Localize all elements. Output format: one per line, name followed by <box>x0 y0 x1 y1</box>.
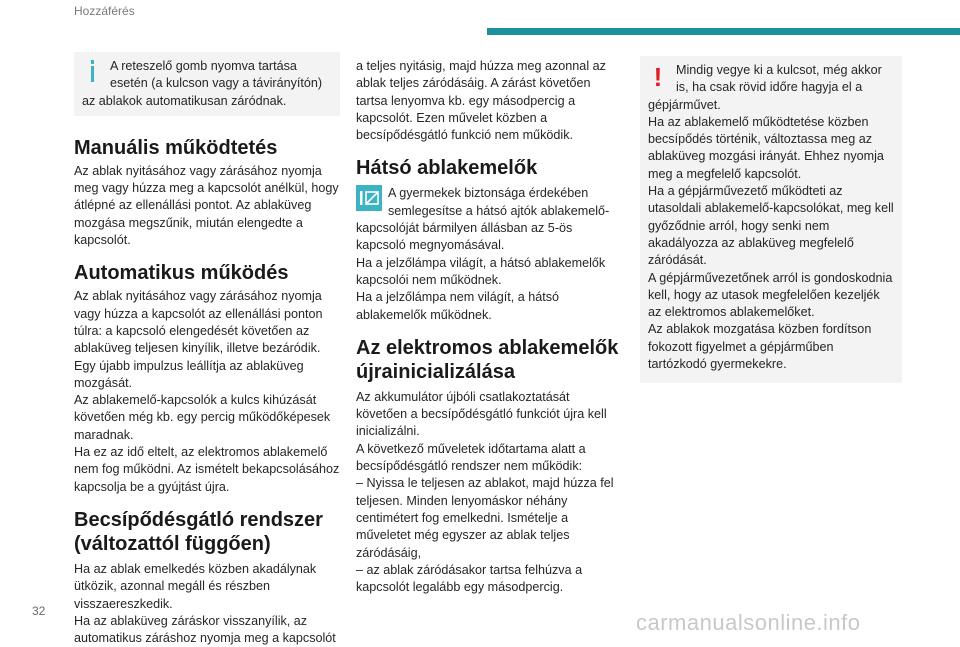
anti-pinch-text-2: Ha az ablaküveg záráskor visszanyílik, az automatikus záráshoz nyomja meg a kapcsolót <box>74 613 336 646</box>
auto-text-2: Az ablakemelő-kapcsolók a kulcs kihúzását követően még kb. egy percig működőképesek maradnak. <box>74 393 331 442</box>
rear-windows-heading: Hátsó ablakemelők <box>356 157 538 180</box>
child-lock-text: A gyermekek biztonsága érdekében semlegesítse a hátsó ajtók ablakemelő-kapcsolóját bármilyen állásban az 5-ös kapcsoló megnyomásával. <box>356 186 610 253</box>
reinit-heading: Az elektromos ablakemelők újrainicializálása <box>356 336 619 383</box>
column-2 <box>356 58 622 596</box>
reinit-text-2: A következő műveletek időtartama alatt a becsípődésgátló rendszer nem működik: <box>356 441 586 474</box>
rear-text-3: Ha a jelzőlámpa nem világít, a hátsó ablakemelők működnek. <box>356 290 560 322</box>
warning-text-5: Az ablakok mozgatása közben fordítson fokozott figyelmet a gépjárműben tartózkodó gyermekekre. <box>648 322 872 372</box>
page-number: 32 <box>32 604 46 618</box>
reinit-text-1: Az akkumulátor újbóli csatlakoztatását követően a becsípődésgátló funkciót újra kell inicializálni. <box>356 389 607 439</box>
info-icon <box>82 60 102 82</box>
info-note-box <box>74 52 340 116</box>
rear-text-2: Ha a jelzőlámpa világít, a hátsó ablakemelők kapcsolói nem működnek. <box>356 255 606 287</box>
section-label: Hozzáférés <box>74 4 135 18</box>
column-3 <box>640 56 902 383</box>
watermark: carmanualsonline.info <box>636 610 861 635</box>
anti-pinch-text-1: Ha az ablak emelkedés közben akadálynak ütközik, azonnal megáll és részben visszaereszkedik. <box>74 561 317 611</box>
warning-text-1: Mindig vegye ki a kulcsot, még akkor is, ha csak rövid időre hagyja el a gépjárművet. <box>648 63 882 112</box>
child-lock-icon <box>356 185 382 211</box>
header-accent-bar <box>487 28 960 35</box>
warning-text-3: Ha a gépjárművezető működteti az utasoldali ablakemelő-kapcsolókat, meg kell győződnie arról, hogy senki nem akadályozza az ablaküveg megfelelő záródását. <box>648 184 894 268</box>
warning-box <box>640 56 902 383</box>
warning-text-2: Ha az ablakemelő működtetése közben becsípődés történik, változtassa meg az ablaküveg mozgási irányát. Ehhez nyomja meg a megfelelő kapcsolót. <box>648 114 884 181</box>
auto-heading: Automatikus működés <box>74 262 289 285</box>
warning-text-4: A gépjárművezetőnek arról is gondoskodnia kell, hogy az utasok megfelelően kezeljék az elektromos ablakemelőket. <box>648 270 893 320</box>
info-note-text: A reteszelő gomb nyomva tartása esetén (a kulcson vagy a távirányítón) az ablakok automatikusan záródnak. <box>82 59 323 108</box>
anti-pinch-heading: Becsípődésgátló rendszer (változattól függően) <box>74 508 323 555</box>
auto-text-1: Az ablak nyitásához vagy zárásához nyomja vagy húzza a kapcsolót az ellenállási ponton túlra: a kapcsoló elengedését követően az ablaküveg teljesen kinyílik, illetve bezáródik. Egy újabb impulzus leállítja az ablaküveg mozgását. <box>74 289 323 390</box>
manual-heading: Manuális működtetés <box>74 136 278 159</box>
auto-text-3: Ha ez az idő eltelt, az elektromos ablakemelő nem fog működni. Az ismételt bekapcsolásához kapcsolja be a gyújtást újra. <box>74 445 340 494</box>
warning-icon: ! <box>653 62 663 92</box>
continued-text: a teljes nyitásig, majd húzza meg azonnal az ablak teljes záródásáig. A zárást követően tartsa lenyomva kb. egy másodpercig a kapcsolót. Ezen művelet közben a becsípődésgátló funkció nem működik. <box>356 59 606 143</box>
reinit-text-3: – Nyissa le teljesen az ablakot, majd húzza fel teljesen. Minden lenyomáskor néhány centimétert fog emelkedni. Ismételje a műveletet még egyszer az ablak teljes záródásáig, <box>356 476 614 560</box>
manual-text: Az ablak nyitásához vagy zárásához nyomja meg vagy húzza meg a kapcsolót anélkül, hogy átlépné az ellenállási pontot. Az ablaküveg mozgása megszűnik, miután elengedte a kapcsolót. <box>74 163 339 248</box>
reinit-text-4: – az ablak záródásakor tartsa felhúzva a kapcsolót legalább egy másodpercig. <box>356 562 583 595</box>
child-lock-note <box>356 185 622 254</box>
column-1 <box>74 52 340 647</box>
